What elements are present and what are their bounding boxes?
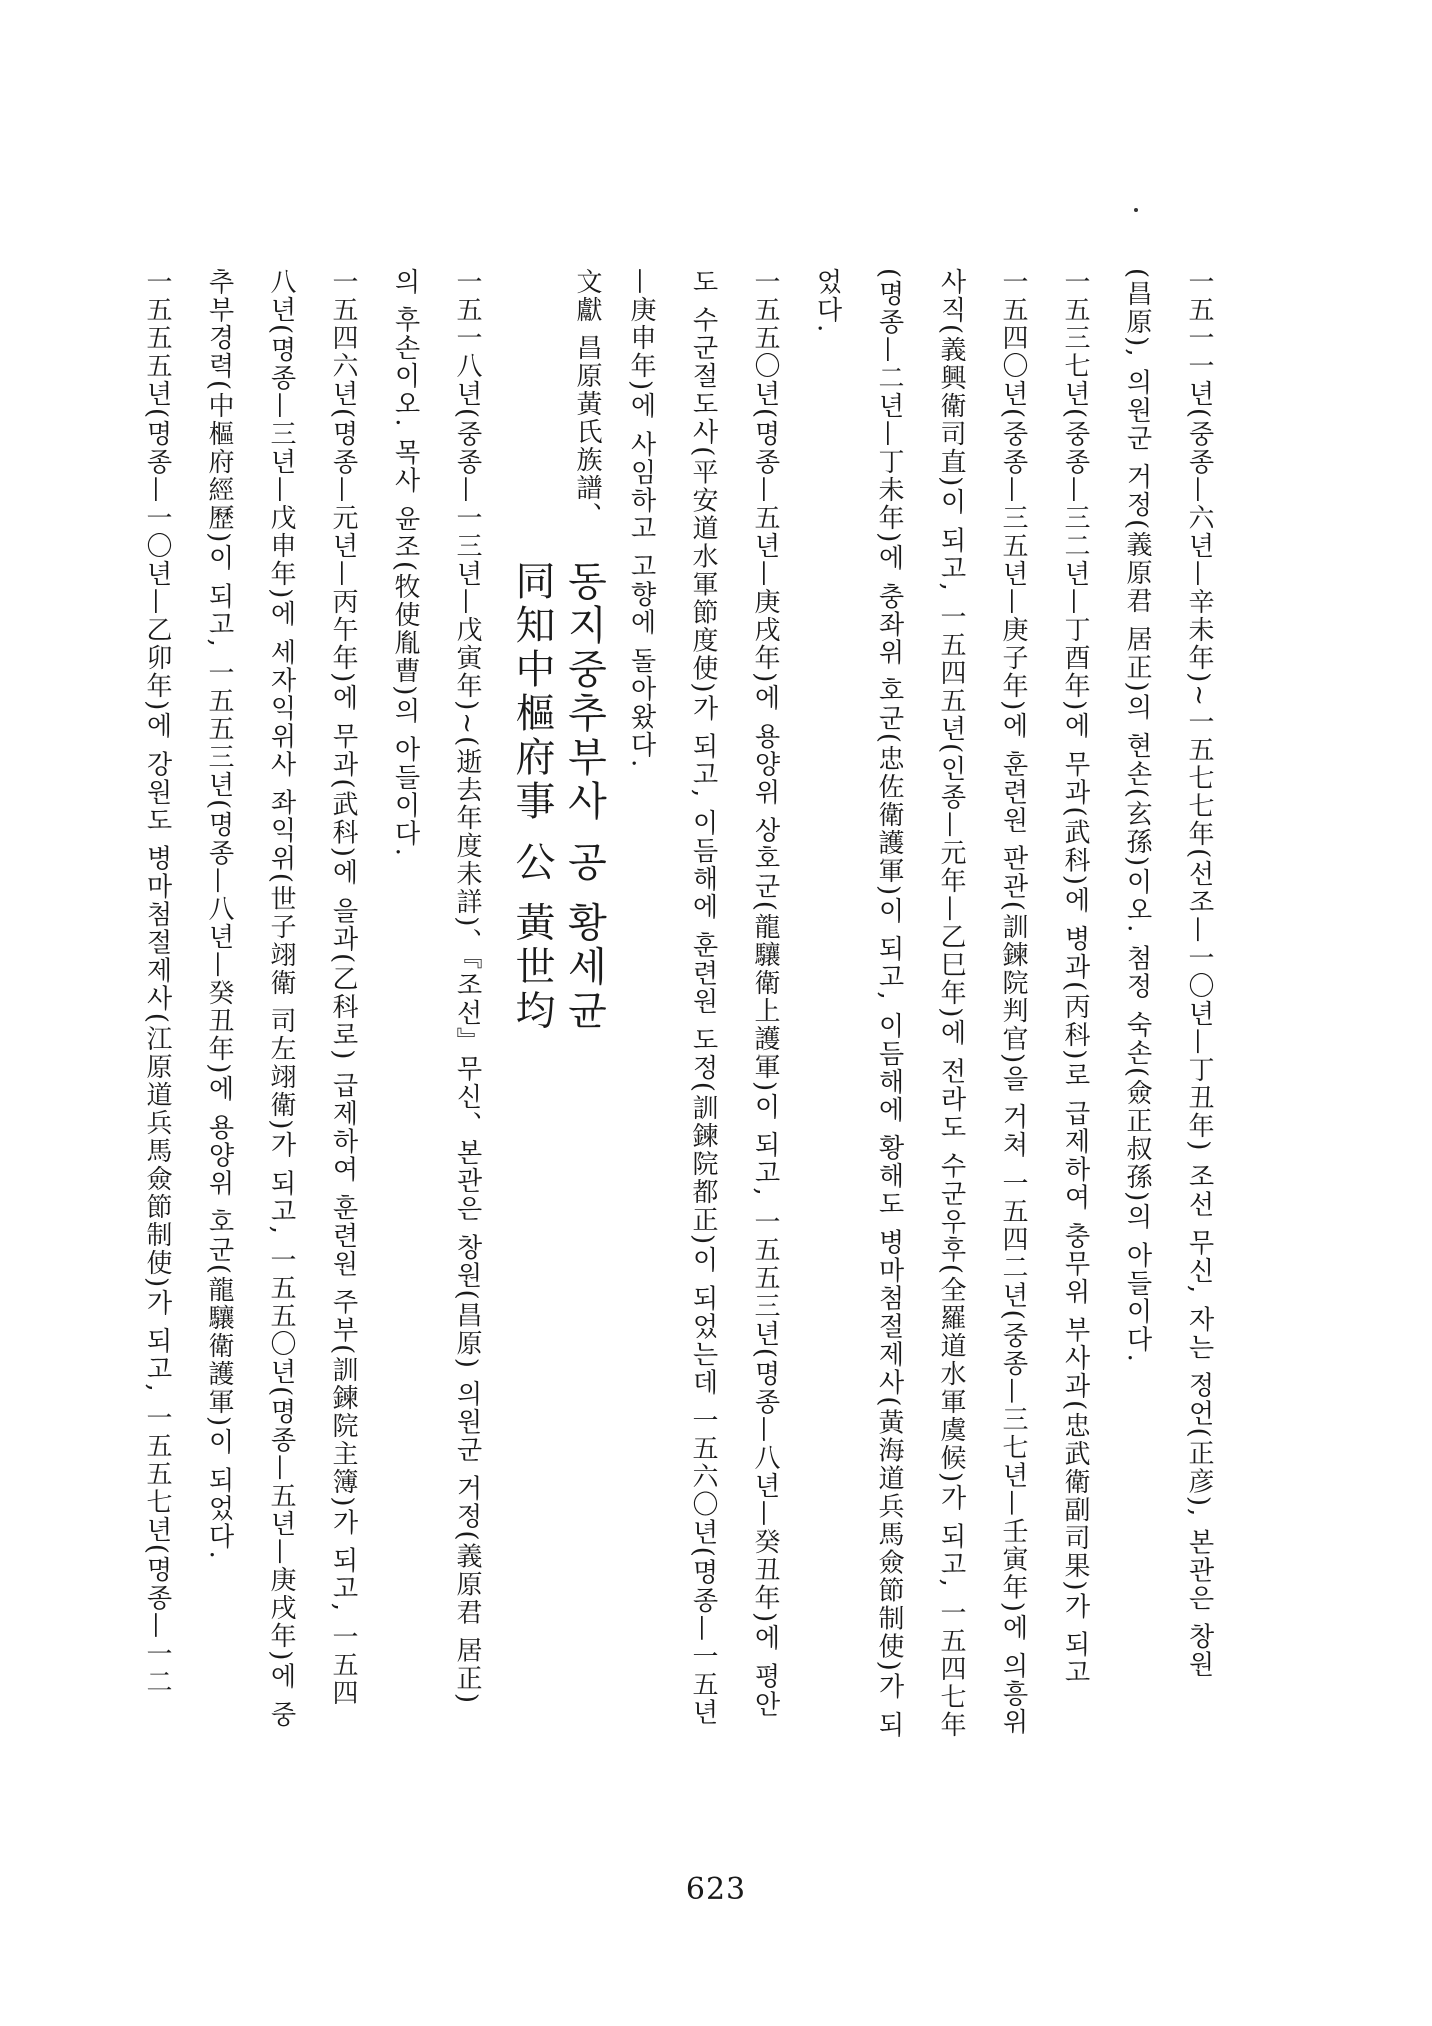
text-column: 추부경력(中樞府經歷)이 되고, 一五五三년(명종—八년—癸丑年)에 용양위 호군(龍驤衛護軍)이 되었다. — [204, 268, 234, 1561]
text-column: 一五五〇년(명종—五년—庚戌年)에 용양위 상호군(龍驤衛上護軍)이 되고, 一五五三년(명종—八년—癸丑年)에 평안 — [750, 268, 780, 1719]
section-title-hanja: 同知中樞府事 公 黃世均 — [509, 560, 555, 1034]
page-number: 623 — [685, 1872, 747, 1907]
references-line: 文獻 昌原黃氏族譜、 — [572, 268, 602, 531]
text-column: 一五三七년(중종—三二년—丁酉年)에 무과(武科)에 병과(丙科)로 급제하여 충무위 부사과(忠武衛副司果)가 되고 — [1060, 268, 1090, 1687]
text-column: 一五一八년(중종—一三년—戊寅年)~(逝去年度未詳)、『조선』무신、본관은 창원(昌原) 의원군 거정(義原君 居正) — [452, 268, 482, 1705]
text-column: 도 수군절도사(平安道水軍節度使)가 되고, 이듬해에 훈련원 도정(訓鍊院都正)이 되었는데 一五六〇년(명종—一五년 — [688, 268, 718, 1727]
text-column: 八년(명종—三년—戊申年)에 세자익위사 좌익위(世子翊衛 司左翊衛)가 되고, 一五五〇년(명종—五년—庚戌年)에 중 — [266, 268, 296, 1729]
text-column: —庚申年)에 사임하고 고향에 돌아왔다. — [626, 268, 656, 770]
text-column: 一五四〇년(중종—三五년—庚子年)에 훈련원 판관(訓鍊院判官)을 거쳐 一五四二년(중종—三七년—壬寅年)에 의흥위 — [998, 268, 1028, 1737]
section-title-reading: 동지중추부사 공 황세균 — [561, 560, 607, 1034]
text-column: 一五四六년(명종—元년—丙午年)에 무과(武科)에 을과(乙科로) 급제하여 훈련원 주부(訓鍊院主簿)가 되고, 一五四 — [328, 268, 358, 1708]
text-column: 一五一一년(중종—六년—辛未年)~一五七七年(선조—一〇년—丁丑年) 조선 무신, 자는 정언(正彦), 본관은 창원 — [1184, 268, 1214, 1679]
text-column: 一五五五년(명종—一〇년—乙卯年)에 강원도 병마첨절제사(江原道兵馬僉節制使)가 되고, 一五五七년(명종—一二 — [142, 268, 172, 1697]
margin-mark — [1134, 208, 1138, 212]
text-column: 사직(義興衛司直)이 되고, 一五四五년(인종—元年—乙巳年)에 전라도 수군우후(全羅道水軍虞候)가 되고, 一五四七年 — [936, 268, 966, 1739]
text-column: (昌原), 의원군 거정(義原君 居正)의 현손(玄孫)이오. 첨정 숙손(僉正叔孫)의 아들이다. — [1122, 268, 1152, 1364]
text-column: (명종—二년—丁未年)에 충좌위 호군(忠佐衛護軍)이 되고, 이듬해에 황해도 병마첨절제사(黃海道兵馬僉節制使)가 되 — [874, 268, 904, 1739]
text-column: 었다. — [812, 268, 842, 335]
text-column: 의 후손이오. 목사 윤조(牧使胤曹)의 아들이다. — [390, 268, 420, 858]
